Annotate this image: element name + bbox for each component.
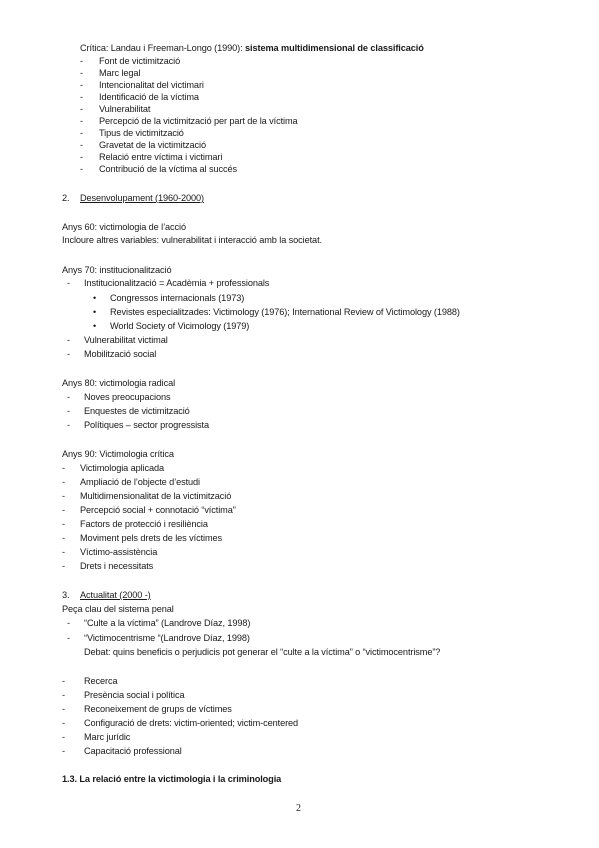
list-item: Ampliació de l’objecte d’estudi	[80, 477, 200, 487]
list-dash: -	[67, 406, 71, 416]
section-2-number: 2.	[62, 193, 70, 203]
list-item: Identificació de la víctima	[99, 92, 199, 102]
list-item: Percepció social + connotació “víctima”	[80, 505, 236, 515]
section-3-number: 3.	[62, 590, 70, 600]
bullet-icon: •	[93, 321, 97, 331]
list-dash: -	[80, 104, 84, 114]
list-dash: -	[67, 349, 71, 359]
list-item: Tipus de victimització	[99, 128, 184, 138]
section-3-intro: Peça clau del sistema penal	[62, 604, 174, 614]
list-dash: -	[67, 392, 71, 402]
list-dash: -	[62, 676, 66, 686]
list-dash: -	[62, 732, 66, 742]
list-dash: -	[80, 128, 84, 138]
list-item: Reconeixement de grups de víctimes	[84, 704, 232, 714]
list-item: Polítiques – sector progressista	[84, 420, 209, 430]
list-item: Drets i necessitats	[80, 561, 154, 571]
list-dash: -	[62, 463, 66, 473]
page-number: 2	[296, 803, 301, 814]
list-dash: -	[67, 618, 71, 628]
list-dash: -	[62, 547, 66, 557]
list-dash: -	[62, 718, 66, 728]
list-dash: -	[80, 92, 84, 102]
anys70-heading: Anys 70: institucionalització	[62, 265, 172, 275]
section-2-title: Desenvolupament (1960-2000)	[80, 193, 204, 203]
list-item: Institucionalització = Acadèmia + professionals	[84, 278, 270, 288]
bullet-icon: •	[93, 307, 97, 317]
list-item: “Victimocentrisme “(Landrove Díaz, 1998)	[84, 633, 250, 643]
bullet-icon: •	[93, 293, 97, 303]
list-dash: -	[62, 704, 66, 714]
list-item: Vulnerabilitat victimal	[84, 335, 168, 345]
sub-list-item: Revistes especialitzades: Victimology (1976); International Review of Victimology (1988)	[110, 307, 460, 317]
list-dash: -	[62, 746, 66, 756]
list-item: Multidimensionalitat de la victimització	[80, 491, 232, 501]
critica-intro-bold: sistema multidimensional de classificació	[245, 43, 424, 53]
list-item: Marc jurídic	[84, 732, 131, 742]
list-item: Intencionalitat del victimari	[99, 80, 204, 90]
list-dash: -	[67, 420, 71, 430]
anys80-heading: Anys 80: victimologia radical	[62, 378, 176, 388]
list-item: Relació entre víctima i victimari	[99, 152, 223, 162]
list-item: Vulnerabilitat	[99, 104, 151, 114]
section-3-title: Actualitat (2000 -)	[80, 590, 151, 600]
list-item: Marc legal	[99, 68, 141, 78]
list-item: Víctimo-assistència	[80, 547, 158, 557]
list-dash: -	[80, 56, 84, 66]
list-dash: -	[62, 519, 66, 529]
list-dash: -	[80, 68, 84, 78]
list-dash: -	[80, 164, 84, 174]
anys60-text: Incloure altres variables: vulnerabilitat i interacció amb la societat.	[62, 235, 322, 245]
list-item: Configuració de drets: victim-oriented; victim-centered	[84, 718, 299, 728]
critica-intro	[80, 42, 424, 54]
list-item: Gravetat de la victimització	[99, 140, 206, 150]
list-dash: -	[62, 505, 66, 515]
list-dash: -	[80, 140, 84, 150]
list-dash: -	[62, 533, 66, 543]
sub-list-item: Congressos internacionals (1973)	[110, 293, 245, 303]
list-dash: -	[80, 152, 84, 162]
list-dash: -	[62, 477, 66, 487]
list-item: Victimologia aplicada	[80, 463, 165, 473]
list-item: Enquestes de victimització	[84, 406, 190, 416]
list-item: Font de victimització	[99, 56, 181, 66]
list-item: Noves preocupacions	[84, 392, 171, 402]
list-item: Moviment pels drets de les víctimes	[80, 533, 223, 543]
list-dash: -	[62, 561, 66, 571]
list-item: Presència social i política	[84, 690, 185, 700]
list-item: Capacitació professional	[84, 746, 182, 756]
critica-intro-text: Crítica: Landau i Freeman-Longo (1990):	[80, 43, 246, 53]
list-item: Percepció de la victimització per part de la víctima	[99, 116, 298, 126]
debate-question: Debat: quins beneficis o perjudicis pot generar el “culte a la víctima” o “victimocentrisme”?	[84, 647, 441, 657]
list-dash: -	[80, 80, 84, 90]
list-item: Recerca	[84, 676, 118, 686]
list-item: “Culte a la víctima” (Landrove Díaz, 1998)	[84, 618, 251, 628]
list-item: Mobilització social	[84, 349, 157, 359]
list-dash: -	[67, 633, 71, 643]
list-dash: -	[62, 491, 66, 501]
list-dash: -	[67, 335, 71, 345]
list-item: Factors de protecció i resiliència	[80, 519, 208, 529]
anys60-heading: Anys 60: victimologia de l’acció	[62, 222, 186, 232]
anys90-heading: Anys 90: Victimologia crítica	[62, 449, 174, 459]
sub-list-item: World Society of Vicimology (1979)	[110, 321, 250, 331]
list-dash: -	[67, 278, 71, 288]
list-dash: -	[80, 116, 84, 126]
section-1-3-heading: 1.3. La relació entre la victimologia i la criminologia	[62, 774, 282, 784]
list-item: Contribució de la víctima al succés	[99, 164, 237, 174]
list-dash: -	[62, 690, 66, 700]
